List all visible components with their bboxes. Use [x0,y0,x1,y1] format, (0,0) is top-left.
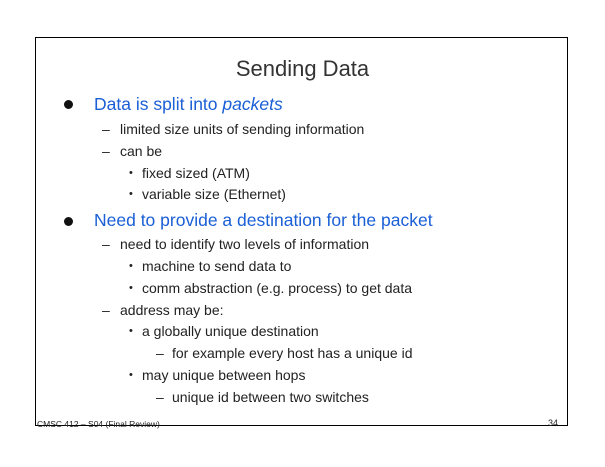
sub-sub-sub-item: unique id between two switches [172,389,369,405]
bullet-2: Need to provide a destination for the packet [94,210,433,230]
sub-item: need to identify two levels of information [120,236,370,252]
dot-marker: • [129,260,133,272]
bullet-1-text: Data is split into [94,94,223,114]
sub-item: can be [120,143,163,159]
sub-sub-item: may unique between hops [142,367,306,383]
dash-marker: – [102,143,110,159]
dot-marker: • [129,167,133,179]
sub-sub-item: a globally unique destination [142,323,319,339]
bullet-marker [64,217,73,226]
sub-sub-sub-item: for example every host has a unique id [172,345,413,361]
dot-marker: • [129,282,133,294]
dash-marker: – [156,345,164,361]
dash-marker: – [156,389,164,405]
sub-sub-item: fixed sized (ATM) [142,165,250,181]
sub-sub-item: comm abstraction (e.g. process) to get data [142,280,413,296]
dash-marker: – [102,121,110,137]
slide-title: Sending Data [235,56,370,81]
bullet-1-emphasis: packets [222,94,283,114]
sub-item: address may be: [120,302,224,318]
dash-marker: – [102,302,110,318]
bullet-1 [94,94,283,115]
dot-marker: • [129,325,133,337]
dash-marker: – [102,236,110,252]
page-number: 34 [548,418,559,428]
sub-sub-item: machine to send data to [142,258,292,274]
dot-marker: • [129,188,133,200]
sub-sub-item: variable size (Ethernet) [142,186,286,202]
dot-marker: • [129,369,133,381]
bullet-marker [64,100,73,109]
sub-item: limited size units of sending information [120,121,365,137]
footer-course-label: CMSC 412 – S04 (Final Review) [37,419,160,429]
